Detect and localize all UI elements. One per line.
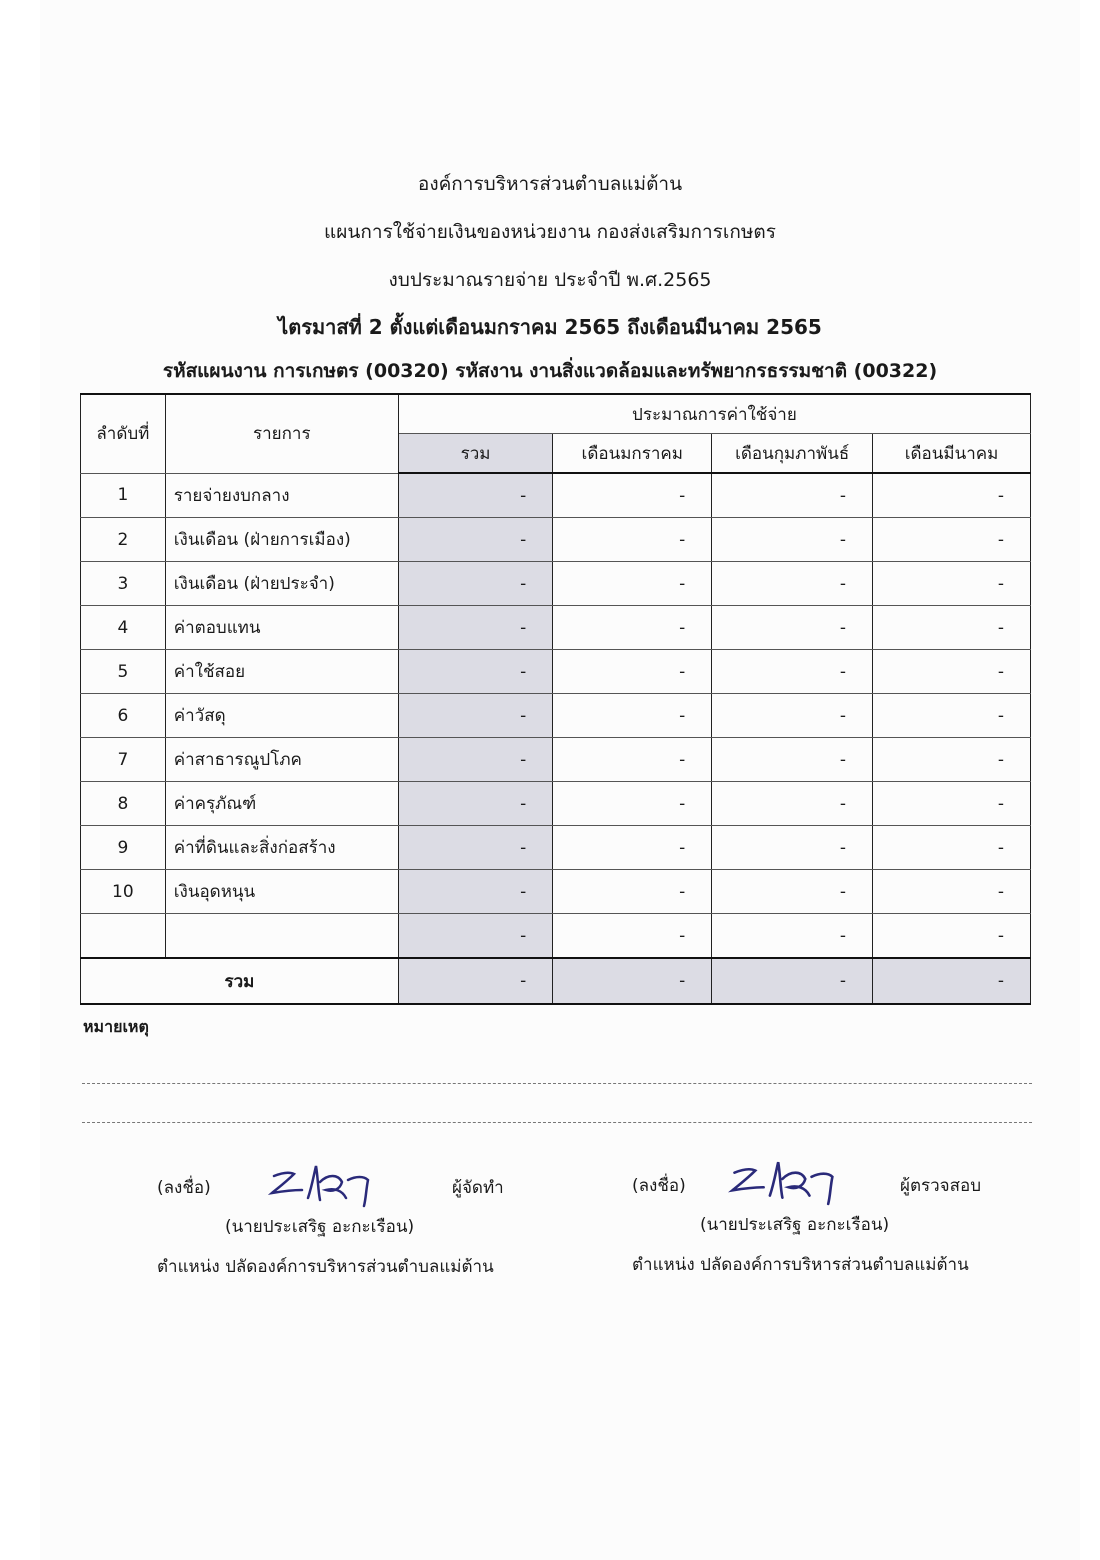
row-item: ค่าครุภัณฑ์: [165, 782, 398, 826]
row-item: ค่าที่ดินและสิ่งก่อสร้าง: [165, 826, 398, 870]
table-row: [81, 606, 1031, 650]
row-item: เงินเดือน (ฝ่ายการเมือง): [165, 518, 398, 562]
row-jan: -: [553, 473, 712, 518]
row-jan: -: [553, 826, 712, 870]
row-total: -: [398, 562, 552, 606]
handwritten-signature: [268, 1160, 378, 1208]
row-mar: -: [873, 606, 1031, 650]
signer-name: (นายประเสริฐ อะกะเรือน): [700, 1215, 890, 1235]
row-jan: -: [553, 650, 712, 694]
row-mar: -: [873, 562, 1031, 606]
row-mar: -: [873, 782, 1031, 826]
row-jan: -: [553, 606, 712, 650]
row-no: 8: [81, 782, 166, 826]
total-mar: -: [873, 958, 1031, 1004]
header-estimate-group: ประมาณการค่าใช้จ่าย: [398, 394, 1030, 434]
signer-name: (นายประเสริฐ อะกะเรือน): [225, 1217, 415, 1237]
row-total: -: [398, 826, 552, 870]
signer-position: ตำแหน่ง ปลัดองค์การบริหารส่วนตำบลแม่ต้าน: [632, 1255, 969, 1275]
remarks-line: [82, 1122, 1032, 1123]
table-row: [81, 826, 1031, 870]
header-total: รวม: [398, 434, 552, 474]
row-mar: -: [873, 738, 1031, 782]
row-mar: -: [873, 826, 1031, 870]
row-total: -: [398, 914, 552, 959]
row-mar: -: [873, 473, 1031, 518]
row-feb: -: [712, 914, 873, 959]
row-no: [81, 914, 166, 959]
total-row: [81, 958, 1031, 1004]
row-feb: -: [712, 606, 873, 650]
header-mar: เดือนมีนาคม: [873, 434, 1031, 474]
table-row: [81, 914, 1031, 959]
table-row: [81, 870, 1031, 914]
total-feb: -: [712, 958, 873, 1004]
header-feb: เดือนกุมภาพันธ์: [712, 434, 873, 474]
signer-position: ตำแหน่ง ปลัดองค์การบริหารส่วนตำบลแม่ต้าน: [157, 1257, 494, 1277]
row-item: ค่าตอบแทน: [165, 606, 398, 650]
row-item: เงินเดือน (ฝ่ายประจำ): [165, 562, 398, 606]
row-total: -: [398, 782, 552, 826]
row-no: 9: [81, 826, 166, 870]
row-total: -: [398, 473, 552, 518]
table-row: [81, 738, 1031, 782]
row-no: 7: [81, 738, 166, 782]
table-row: [81, 562, 1031, 606]
row-no: 4: [81, 606, 166, 650]
row-jan: -: [553, 914, 712, 959]
table-row: [81, 650, 1031, 694]
row-mar: -: [873, 650, 1031, 694]
row-item: [165, 914, 398, 959]
row-feb: -: [712, 694, 873, 738]
row-feb: -: [712, 782, 873, 826]
row-feb: -: [712, 518, 873, 562]
row-feb: -: [712, 738, 873, 782]
row-no: 3: [81, 562, 166, 606]
plan-codes: รหัสแผนงาน การเกษตร (00320) รหัสงาน งานสิ่งแวดล้อมและทรัพยากรธรรมชาติ (00322): [162, 360, 938, 382]
budget-table: [80, 393, 1031, 1005]
row-mar: -: [873, 870, 1031, 914]
row-item: รายจ่ายงบกลาง: [165, 473, 398, 518]
row-feb: -: [712, 870, 873, 914]
sign-label: (ลงชื่อ): [632, 1176, 686, 1196]
row-feb: -: [712, 826, 873, 870]
row-total: -: [398, 606, 552, 650]
row-no: 5: [81, 650, 166, 694]
table-row: [81, 694, 1031, 738]
row-no: 2: [81, 518, 166, 562]
header-no: ลำดับที่: [81, 394, 166, 473]
row-total: -: [398, 870, 552, 914]
role-reviewer: ผู้ตรวจสอบ: [900, 1176, 982, 1196]
row-item: ค่าใช้สอย: [165, 650, 398, 694]
row-total: -: [398, 650, 552, 694]
quarter-range: ไตรมาสที่ 2 ตั้งแต่เดือนมกราคม 2565 ถึงเดือนมีนาคม 2565: [278, 315, 822, 339]
table-row: [81, 518, 1031, 562]
row-jan: -: [553, 562, 712, 606]
remarks-label: หมายเหตุ: [83, 1017, 149, 1036]
total-jan: -: [553, 958, 712, 1004]
row-jan: -: [553, 870, 712, 914]
row-item: ค่าสาธารณูปโภค: [165, 738, 398, 782]
table-row: [81, 782, 1031, 826]
role-preparer: ผู้จัดทำ: [452, 1178, 504, 1198]
row-feb: -: [712, 473, 873, 518]
handwritten-signature: [728, 1156, 843, 1206]
row-item: เงินอุดหนุน: [165, 870, 398, 914]
row-no: 6: [81, 694, 166, 738]
row-jan: -: [553, 518, 712, 562]
header-item: รายการ: [165, 394, 398, 473]
row-jan: -: [553, 738, 712, 782]
row-feb: -: [712, 562, 873, 606]
row-mar: -: [873, 694, 1031, 738]
budget-year: งบประมาณรายจ่าย ประจำปี พ.ศ.2565: [388, 269, 712, 291]
row-total: -: [398, 518, 552, 562]
total-label: รวม: [81, 958, 399, 1004]
table-row: [81, 473, 1031, 518]
row-mar: -: [873, 914, 1031, 959]
row-jan: -: [553, 782, 712, 826]
remarks-line: [82, 1083, 1032, 1084]
plan-title: แผนการใช้จ่ายเงินของหน่วยงาน กองส่งเสริมการเกษตร: [324, 221, 776, 243]
row-mar: -: [873, 518, 1031, 562]
row-no: 1: [81, 473, 166, 518]
row-jan: -: [553, 694, 712, 738]
row-total: -: [398, 694, 552, 738]
sign-label: (ลงชื่อ): [157, 1178, 211, 1198]
org-name: องค์การบริหารส่วนตำบลแม่ต้าน: [417, 173, 683, 195]
document-header: [0, 175, 1100, 381]
row-feb: -: [712, 650, 873, 694]
row-no: 10: [81, 870, 166, 914]
header-jan: เดือนมกราคม: [553, 434, 712, 474]
row-item: ค่าวัสดุ: [165, 694, 398, 738]
total-sum: -: [398, 958, 552, 1004]
row-total: -: [398, 738, 552, 782]
